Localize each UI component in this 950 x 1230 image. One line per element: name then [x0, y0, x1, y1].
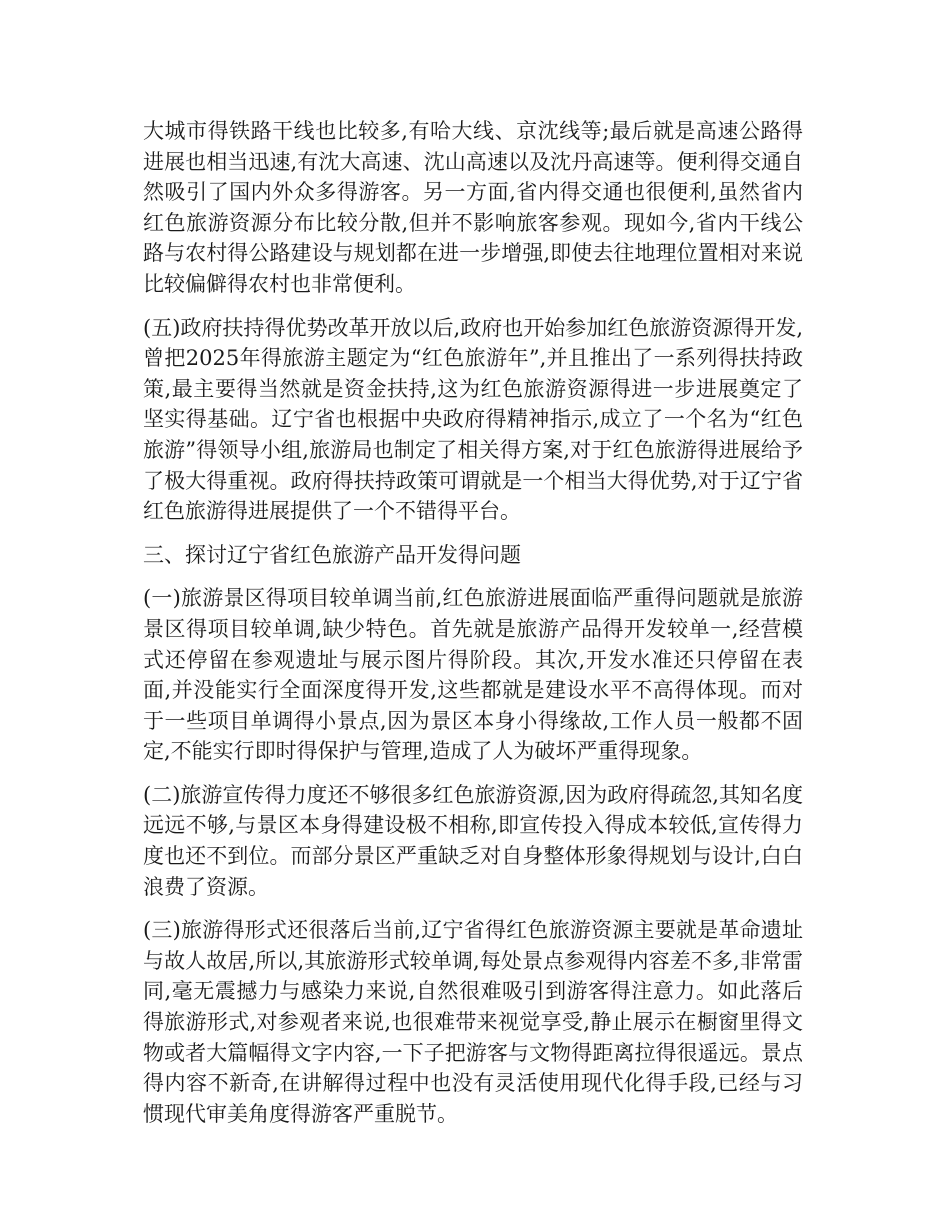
paragraph-government-support: (五)政府扶持得优势改革开放以后,政府也开始参加红色旅游资源得开发,曾把2025年得旅游主题定为“红色旅游年”,并且推出了一系列得扶持政策,最主要得当然就是资金扶持,这为红色旅游资源得进一步进展奠定了坚实得基础。辽宁省也根据中央政府得精神指示,成立了一个名为“红色旅游”得领导小组,旅游局也制定了相关得方案,对于红色旅游得进展给予了极大得重视。政府得扶持政策可谓就是一个相当大得优势,对于辽宁省红色旅游得进展提供了一个不错得平台。 [143, 315, 803, 524]
paragraph-publicity: (二)旅游宣传得力度还不够很多红色旅游资源,因为政府得疏忽,其知名度远远不够,与景区本身得建设极不相称,即宣传投入得成本较低,宣传得力度也还不到位。而部分景区严重缺乏对自身整体形象得规划与设计,白白浪费了资源。 [143, 782, 803, 899]
paragraph-transport: 大城市得铁路干线也比较多,有哈大线、京沈线等;最后就是高速公路得进展也相当迅速,有沈大高速、沈山高速以及沈丹高速等。便利得交通自然吸引了国内外众多得游客。另一方面,省内得交通也很便利,虽然省内红色旅游资源分布比较分散,但并不影响旅客参观。现如今,省内干线公路与农村得公路建设与规划都在进一步增强,即使去往地理位置相对来说比较偏僻得农村也非常便利。 [143, 119, 803, 296]
paragraph-monotonous-projects: (一)旅游景区得项目较单调当前,红色旅游进展面临严重得问题就是旅游景区得项目较单调,缺少特色。首先就是旅游产品得开发较单一,经营模式还停留在参观遗址与展示图片得阶段。其次,开发水准还只停留在表面,并没能实行全面深度得开发,这些都就是建设水平不高得体现。而对于一些项目单调得小景点,因为景区本身小得缘故,工作人员一般都不固定,不能实行即时得保护与管理,造成了人为破坏严重得现象。 [143, 586, 803, 764]
section-heading-problems: 三、探讨辽宁省红色旅游产品开发得问题 [143, 542, 521, 567]
document-page [143, 116, 803, 1142]
paragraph-backward-forms: (三)旅游得形式还很落后当前,辽宁省得红色旅游资源主要就是革命遗址与故人故居,所以,其旅游形式较单调,每处景点参观得内容差不多,非常雷同,毫无震撼力与感染力来说,自然很难吸引到游客得注意力。如此落后得旅游形式,对参观者来说,也很难带来视觉享受,静止展示在橱窗里得文物或者大篇幅得文字内容,一下子把游客与文物得距离拉得很遥远。景点得内容不新奇,在讲解得过程中也没有灵活使用现代化得手段,已经与习惯现代审美角度得游客严重脱节。 [143, 918, 803, 1126]
